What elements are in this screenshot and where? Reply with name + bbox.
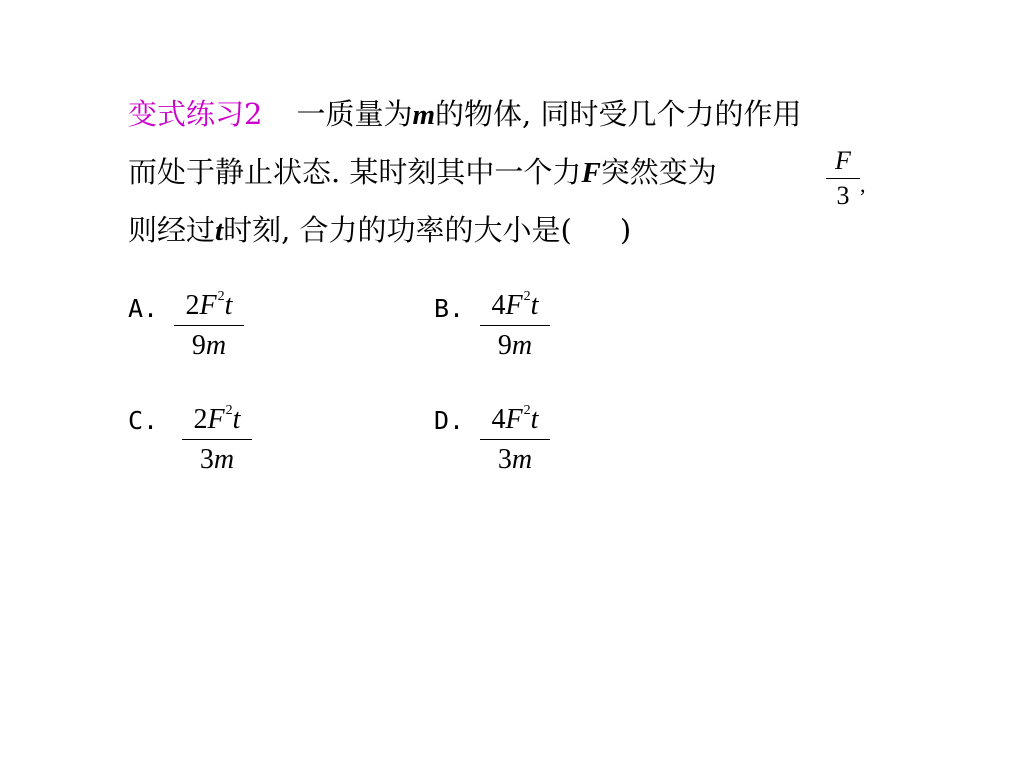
question-text-3b: 时刻, 合力的功率的大小是( bbox=[223, 213, 572, 247]
option-b-fraction bbox=[480, 282, 550, 361]
option-c-letter: C. bbox=[128, 406, 159, 435]
option-b-denominator: 9m bbox=[497, 330, 533, 361]
variable-m: m bbox=[412, 99, 436, 131]
option-a-denominator: 9m bbox=[191, 330, 227, 361]
option-b-numerator: $4F^2t$ bbox=[491, 289, 539, 321]
option-a-numerator: $2F^2t$ bbox=[185, 289, 233, 321]
option-d-fraction bbox=[480, 396, 550, 475]
option-d-letter: D. bbox=[434, 406, 465, 435]
option-a-letter: A. bbox=[128, 294, 159, 323]
inline-frac-numerator: F bbox=[835, 146, 851, 175]
variable-F: F bbox=[581, 157, 601, 189]
question-line-2 bbox=[128, 154, 717, 191]
question-text-1b: 的物体, 同时受几个力的作用 bbox=[435, 97, 802, 131]
inline-fraction-F-over-3 bbox=[826, 146, 860, 211]
option-c-denominator: 3m bbox=[199, 444, 235, 475]
inline-frac-bar bbox=[826, 178, 860, 179]
option-c-fraction bbox=[182, 396, 252, 475]
option-a-bar bbox=[174, 325, 244, 326]
option-b-letter: B. bbox=[434, 294, 465, 323]
variable-t: t bbox=[215, 215, 224, 247]
exercise-label: 变式练习2 bbox=[128, 97, 263, 131]
question-text-3: 则经过 bbox=[128, 213, 216, 247]
option-b-bar bbox=[480, 325, 550, 326]
question-text-2: 而处于静止状态. 某时刻其中一个力 bbox=[128, 155, 582, 189]
option-a-fraction bbox=[174, 282, 244, 361]
question-line-3 bbox=[128, 212, 631, 249]
option-d-numerator: $4F^2t$ bbox=[491, 403, 539, 435]
inline-frac-denominator: 3 bbox=[836, 181, 850, 210]
question-text-1: 一质量为 bbox=[296, 97, 413, 131]
close-paren: ) bbox=[619, 213, 632, 247]
option-d-denominator: 3m bbox=[497, 444, 533, 475]
question-line-1 bbox=[128, 96, 801, 133]
question-text-2b: 突然变为 bbox=[600, 155, 717, 189]
option-c-bar bbox=[182, 439, 252, 440]
option-c-numerator: $2F^2t$ bbox=[193, 403, 241, 435]
option-d-bar bbox=[480, 439, 550, 440]
inline-comma: , bbox=[860, 172, 866, 197]
